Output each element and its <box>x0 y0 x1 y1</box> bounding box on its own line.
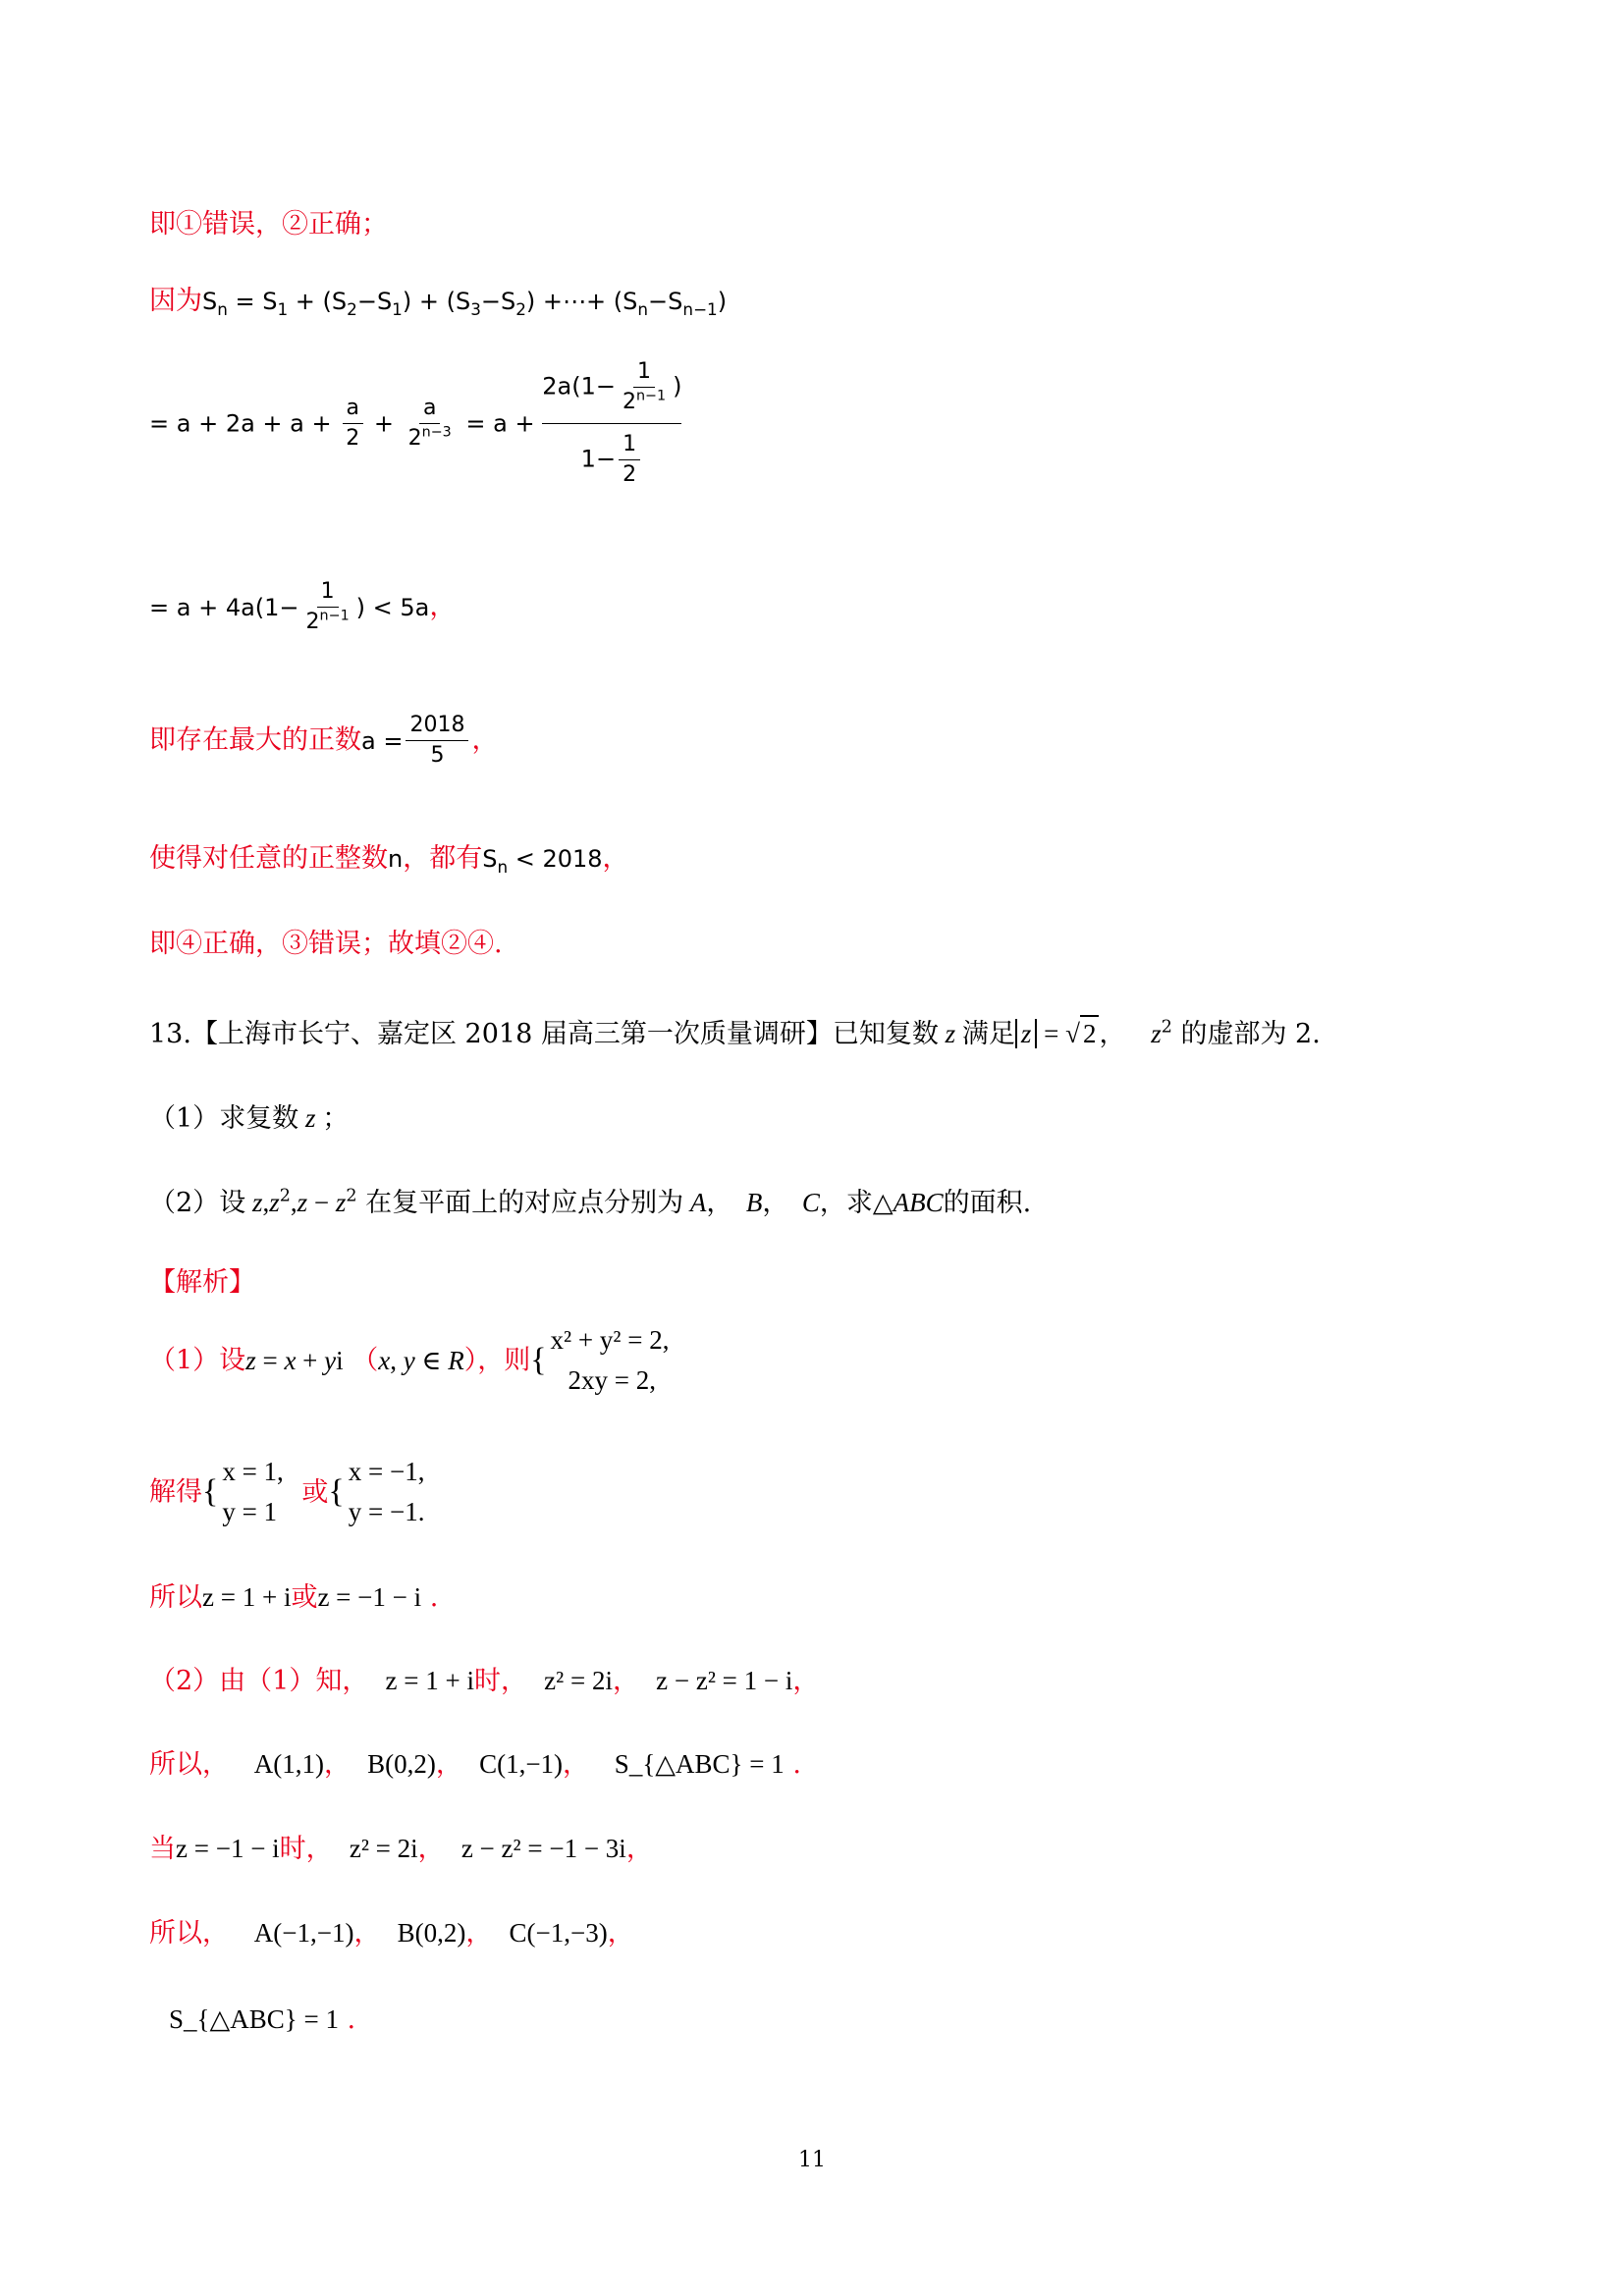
solution-line-1: 即①错误，②正确； <box>149 209 388 240</box>
analysis-points-case1: 所以， A(1,1)， B(0,2)， C(1,−1)， S_{△ABC} = 1 . <box>149 1749 801 1780</box>
analysis-conclusion-1: 所以z = 1 + i或z = −1 − i . <box>149 1582 439 1613</box>
equation-system: { x² + y² = 2, 2xy = 2, <box>530 1325 670 1395</box>
question-1: （1）求复数 z ； <box>149 1103 350 1134</box>
page-number: 11 <box>798 2148 826 2172</box>
solution-line-2: 因为$S_n = S_1 + (S_2-S_1) + (S_3-S_2)$ +⋯+ $(S_n-S_{n-1})$ <box>149 286 728 319</box>
analysis-points-case2: 所以， A(−1,−1)， B(0,2)， C(−1,−3)， <box>149 1918 634 1949</box>
analysis-part2-case1: （2）由（1）知， z = 1 + i时， z² = 2i， z − z² = 1 − i， <box>149 1666 820 1696</box>
solution-line-4: = a + 4a(1− $\frac{1}{2^{n-1}}$ ) < 5a， <box>149 579 457 634</box>
question-2: （2）设 $z,z^2,z - z^2$ 在复平面上的对应点分别为 A， B， C，求△ABC的面积. <box>149 1186 1032 1218</box>
analysis-part2-case2: 当z = −1 − i时， z² = 2i， z − z² = −1 − 3i， <box>149 1834 653 1864</box>
problem-13-stem: 13.【上海市长宁、嘉定区 2018 届高三第一次质量调研】已知复数 z 满足 z = √ 2 ， $z^2$ 的虚部为 2. <box>149 1015 1321 1051</box>
analysis-area-case2: S_{△ABC} = 1 . <box>169 2004 356 2035</box>
analysis-solve: 解得 { x = 1, y = 1 或 { x = −1, y = −1. <box>149 1457 425 1526</box>
sn-expansion: $S_n = S_1 + (S_2-S_1) + (S_3-S_2)$ +⋯+ $(S_n-S_{n-1})$ <box>202 288 728 319</box>
solution-line-6: 使得对任意的正整数n，都有$S_n < 2018$， <box>149 843 629 877</box>
solution-line-3: = a + 2a + a + $\frac{a}{2}$ + $\frac{a}{2^{n-3}}$ = a + 2a(1− $\frac{1}{2^{n-1}}$ ) 1− $\frac{1}{2}$ <box>149 359 682 487</box>
solution-line-5: 即存在最大的正数a = $\frac{2018}{5}$ ， <box>149 713 499 768</box>
analysis-heading: 【解析】 <box>149 1267 255 1298</box>
solution-line-7: 即④正确，③错误；故填②④. <box>149 929 503 959</box>
analysis-part1-setup: （1）设z = x + yi （x, y ∈ R），则 { x² + y² = 2, 2xy = 2, <box>149 1325 670 1395</box>
problem-source: 【上海市长宁、嘉定区 2018 届高三第一次质量调研】 <box>190 1019 833 1049</box>
